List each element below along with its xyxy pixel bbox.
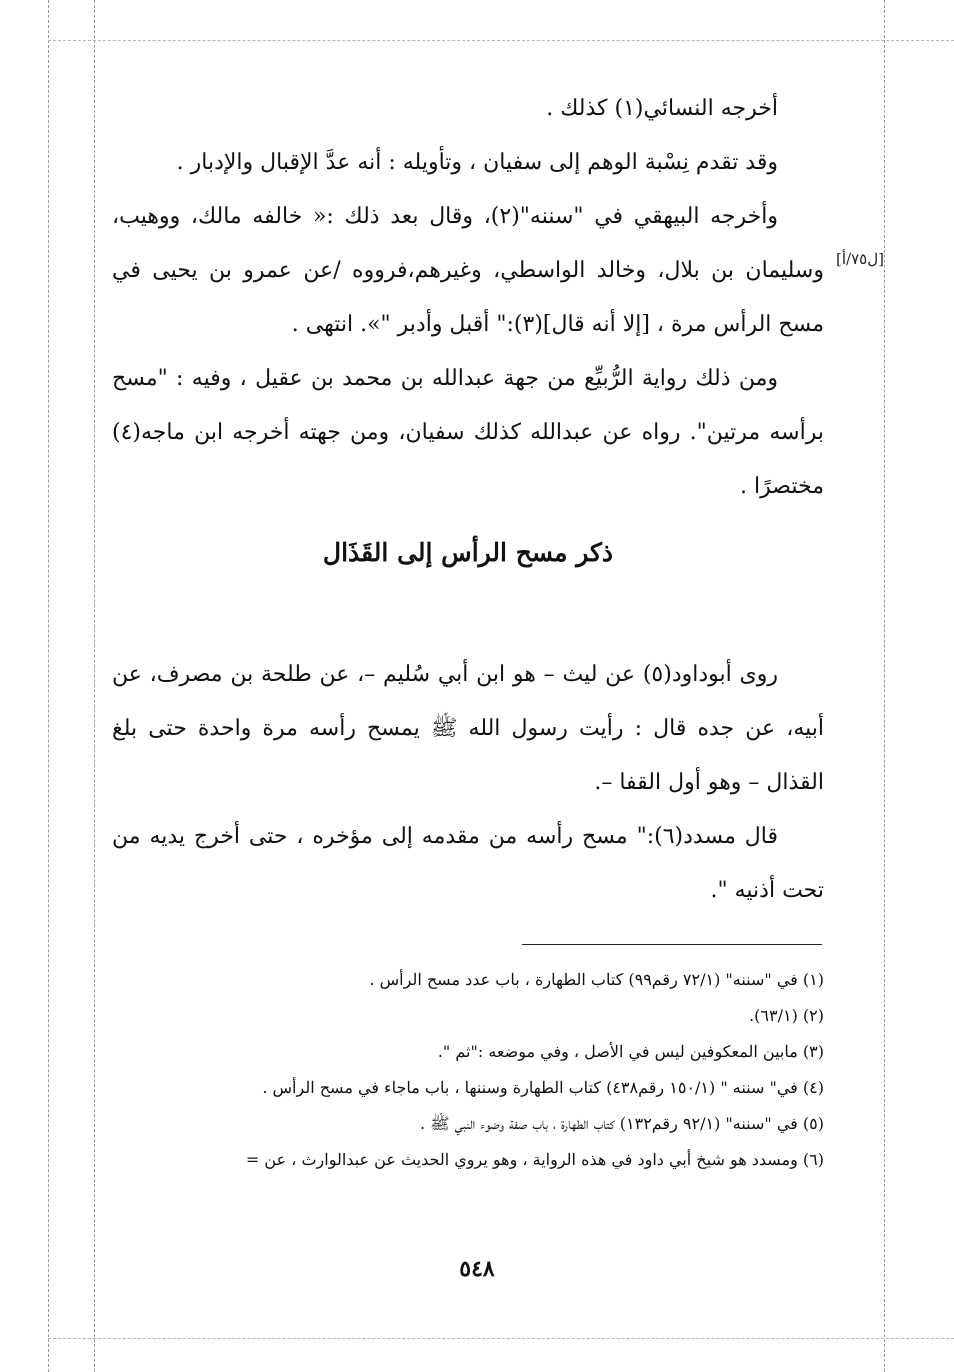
footnote-3: (٣) مابين المعكوفين ليس في الأصل ، وفي موضعه :"ثم ".	[437, 1042, 824, 1061]
paragraph-6: قال مسدد(٦):" مسح رأسه من مقدمه إلى مؤخره ، حتى أخرج يديه من تحت أذنيه ".	[112, 824, 824, 903]
scan-margin-line-right	[884, 0, 885, 1372]
footnote-1: (١) في "سننه" (٧٢/١ رقم٩٩) كتاب الطهارة ، باب عدد مسح الرأس .	[369, 970, 824, 989]
page-number: ٥٤٨	[459, 1256, 495, 1282]
footnote-6: (٦) ومسدد هو شيخ أبي داود في هذه الرواية ، وهو يروي الحديث عن عبدالوارث ، عن =	[245, 1150, 824, 1169]
footnote-2: (٢) (٦٣/١).	[749, 1006, 824, 1025]
footnotes	[112, 962, 824, 1178]
paragraph-2: وقد تقدم نِسْبة الوهم إلى سفيان ، وتأويله : أنه عدَّ الإقبال والإدبار .	[176, 150, 778, 175]
manuscript-folio-note: [ل٧٥/أ]	[836, 250, 884, 268]
scan-margin-line-left	[48, 0, 49, 1372]
scan-margin-line-top	[48, 40, 954, 41]
paragraph-3: وأخرجه البيهقي في "سننه"(٢)، وقال بعد ذلك :« خالفه مالك، ووهيب، وسليمان بن بلال، وخالد الواسطي، وغيرهم،فرووه /عن عمرو بن يحيى في مسح الرأس مرة ، [إلا أنه قال](٣):" أقبل وأدبر "». انتهى .	[112, 204, 824, 337]
footnote-5: (٥) في "سننه" (٩٢/١ رقم١٣٢) كتاب الطهارة ، باب صفة وضوء النبي ﷺ .	[420, 1114, 824, 1133]
paragraph-4: ومن ذلك رواية الرُّبيِّع من جهة عبدالله بن محمد بن عقيل ، وفيه : "مسح برأسه مرتين". رواه عن عبدالله كذلك سفيان، ومن جهته أخرجه ابن ماجه(٤) مختصرًا .	[112, 366, 824, 499]
footnote-separator	[522, 944, 822, 945]
paragraph-5: روى أبوداود(٥) عن ليث – هو ابن أبي سُليم –، عن طلحة بن مصرف، عن أبيه، عن جده قال : رأيت رسول الله ﷺ يمسح رأسه مرة واحدة حتى بلغ القذال – وهو أول القفا –.	[112, 662, 824, 795]
scan-margin-line-inner	[94, 0, 95, 1372]
section-heading: ذكر مسح الرأس إلى القَذَال	[322, 538, 614, 567]
footnote-4: (٤) في" سننه " (١٥٠/١ رقم٤٣٨) كتاب الطهارة وسننها ، باب ماجاء في مسح الرأس .	[262, 1078, 824, 1097]
paragraph-1: أخرجه النسائي(١) كذلك .	[546, 96, 778, 121]
page-body	[112, 82, 824, 918]
scan-margin-line-bottom	[48, 1338, 954, 1339]
